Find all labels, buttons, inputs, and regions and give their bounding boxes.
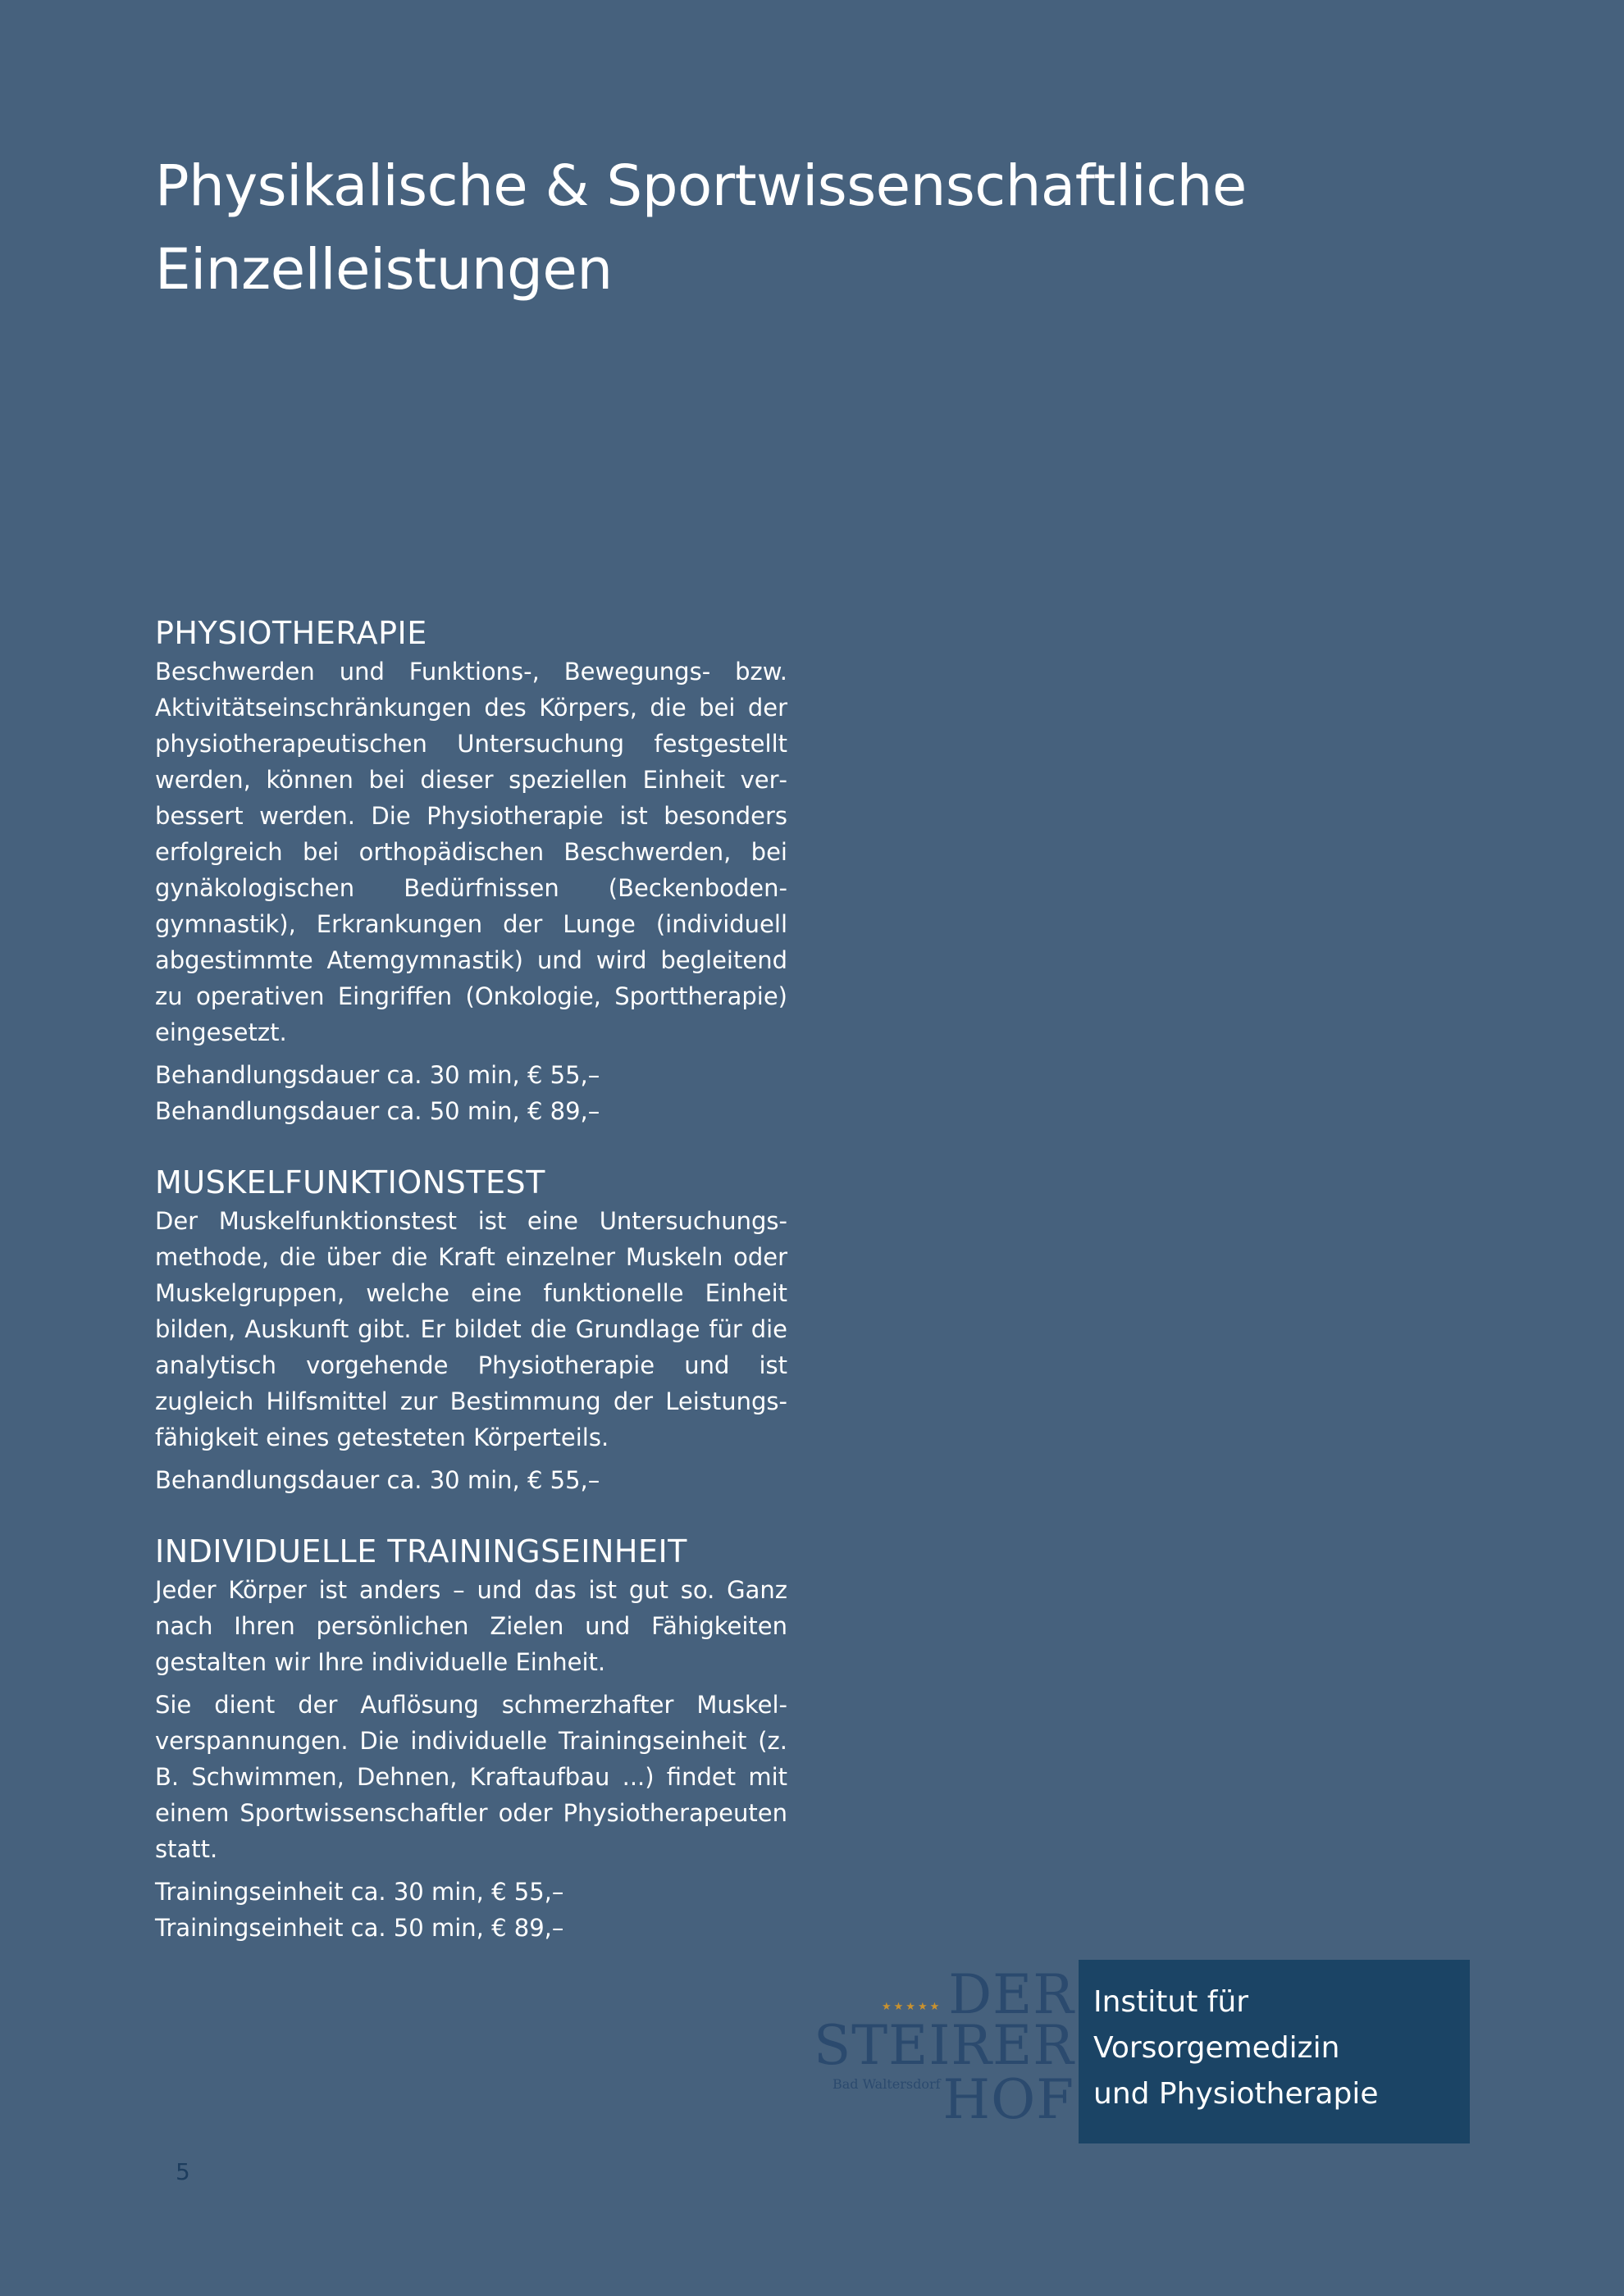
price-line: Behandlungsdauer ca. 30 min, € 55,– [155, 1466, 600, 1494]
institute-line: Vorsorgemedizin [1093, 2031, 1340, 2065]
section-physiotherapie [155, 613, 787, 1129]
steirerhof-logo [813, 1960, 1079, 2144]
logo-location: Bad Waltersdorf [833, 2076, 941, 2092]
price-line: Behandlungsdauer ca. 50 min, € 89,– [155, 1097, 600, 1125]
section-heading: MUSKELFUNKTIONSTEST [155, 1164, 545, 1200]
logo-word-der: DER [948, 1963, 1074, 2026]
price-line: Trainingseinheit ca. 30 min, € 55,– [155, 1878, 564, 1906]
price-list [155, 1874, 787, 1946]
price-list [155, 1057, 787, 1129]
page-title-line-1: Physikalische & Sportwissenschaftliche [155, 153, 1247, 219]
section-heading: INDIVIDUELLE TRAININGSEINHEIT [155, 1533, 687, 1569]
page-title-line-2: Einzelleistungen [155, 237, 613, 303]
institute-label-box [1079, 1960, 1470, 2143]
section-individuelle-trainingseinheit [155, 1531, 787, 1946]
institute-line: Institut für [1093, 1985, 1249, 2019]
logo-word-steirer: STEIRER [813, 2014, 1074, 2077]
section-muskelfunktionstest [155, 1162, 787, 1498]
institute-line: und Physiotherapie [1093, 2077, 1379, 2111]
price-list [155, 1462, 787, 1498]
section-description: Sie dient der Auflösung schmerzhafter Muskelverspannungen. Die individuelle Trainingseinheit (z. B. Schwimmen, Dehnen, Kraftaufbau ...) findet mit einem Sportwissenschaftler oder Physiotherapeuten statt. [155, 1691, 787, 1863]
section-description: Jeder Körper ist anders – und das ist gut so. Ganz nach Ihren persönlichen Zielen und Fähigkeiten gestalten wir Ihre individuelle Einheit. [155, 1576, 787, 1676]
logo-word-hof: HOF [942, 2068, 1074, 2131]
price-line: Trainingseinheit ca. 50 min, € 89,– [155, 1914, 564, 1942]
logo-stars-icon: ★★★★★ [882, 2001, 942, 2013]
section-description: Der Muskelfunktionstest ist eine Untersuchungsmethode, die über die Kraft einzelner Muskeln oder Muskelgruppen, welche eine funktionelle Einheit bilden, Auskunft gibt. Er bildet die Grundlage für die analytisch vorgehende Physiotherapie und ist zugleich Hilfsmittel zur Bestimmung der Leistungsfähigkeit eines getesteten Körperteils. [155, 1207, 787, 1451]
services-content [155, 613, 787, 1979]
page-title [155, 144, 1385, 312]
section-description: Beschwerden und Funktions-, Bewegungs- bzw. Aktivitätseinschränkungen des Körpers, die bei der physiotherapeutischen Untersuchung festgestellt werden, können bei dieser speziellen Einheit verbessert werden. Die Physiotherapie ist besonders erfolgreich bei orthopädischen Beschwerden, bei gynäkologischen Bedürfnissen (Beckenbodengymnastik), Erkrankungen der Lunge (individuell abgestimmte Atemgymnastik) und wird begleitend zu operativen Eingriffen (Onkologie, Sporttherapie) eingesetzt. [155, 658, 787, 1046]
page-number: 5 [176, 2158, 190, 2185]
section-heading: PHYSIOTHERAPIE [155, 615, 427, 651]
price-line: Behandlungsdauer ca. 30 min, € 55,– [155, 1061, 600, 1089]
